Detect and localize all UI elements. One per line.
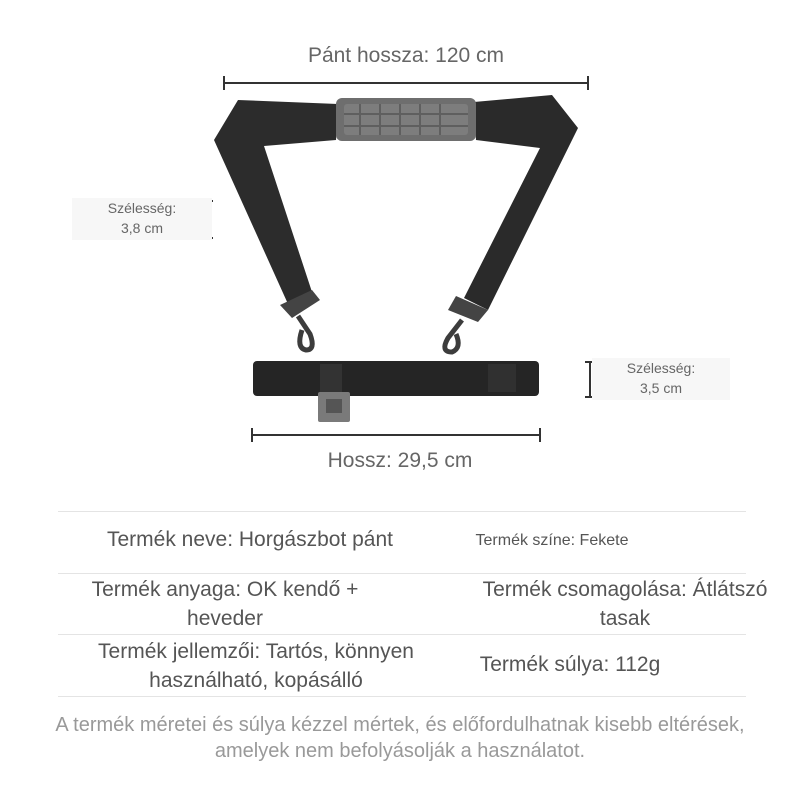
table-divider [58,511,746,512]
pad-width-label: Szélesség: 3,5 cm [592,358,730,400]
hand-pad [253,361,539,422]
product-packaging: Termék csomagolása: Átlátszó tasak [482,578,768,630]
product-features: Termék jellemzői: Tartós, könnyen használható, kopásálló [98,640,414,692]
product-weight: Termék súlya: 112g [479,653,661,676]
product-material: Termék anyaga: OK kendő + heveder [91,578,359,630]
pad-length-label: Hossz: 29,5 cm [327,449,473,472]
table-divider [58,573,746,574]
pad-length-dimension-line [252,428,540,442]
shoulder-strap [214,95,578,310]
strap-length-label: Pánt hossza: 120 cm [307,44,505,67]
strap-length-dimension-line [224,76,588,90]
table-divider [58,696,746,697]
table-divider [58,634,746,635]
product-name: Termék neve: Horgászbot pánt [107,528,393,551]
measurement-note: A termék méretei és súlya kézzel mértek, és előfordulhatnak kisebb eltérések, amelyek nem befolyásolják a használatot. [55,714,745,762]
product-color: Termék színe: Fekete [475,532,629,549]
strap-width-label: Szélesség: 3,8 cm [72,198,212,240]
